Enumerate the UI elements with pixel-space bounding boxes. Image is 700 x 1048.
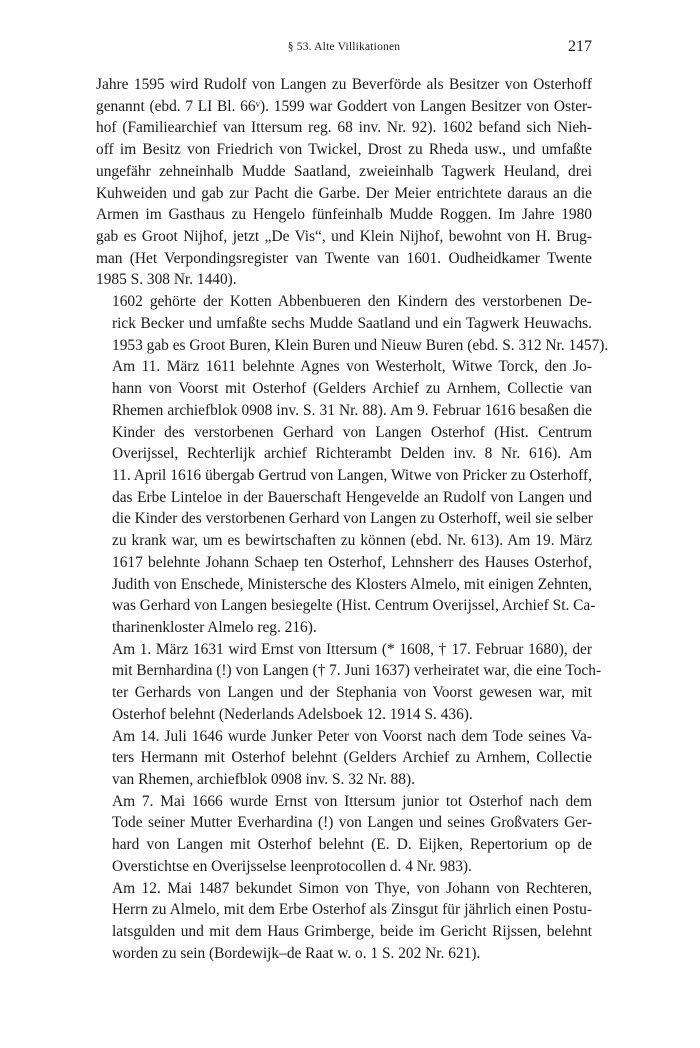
text-line: latsgulden und mit dem Haus Grimberge, beide im Gericht Rijssen, belehnt [112,923,592,941]
text-line: Armen im Gasthaus zu Hengelo fünfeinhalb Mudde Roggen. Im Jahre 1980 [96,206,592,224]
text-line: Overijssel, Rechterlijk archief Richterambt Delden inv. 8 Nr. 616). Am [112,445,592,463]
text-line: hard von Langen mit Osterhof belehnt (E. D. Eijken, Repertorium op de [112,836,592,854]
text-line: off im Besitz von Friedrich von Twickel, Drost zu Rheda usw., und umfaßte [96,141,592,159]
text-line: rick Becker und umfaßte sechs Mudde Saatland und ein Tagwerk Heuwachs. [112,314,592,332]
text-line: Am 7. Mai 1666 wurde Ernst von Ittersum junior tot Osterhof nach dem [112,792,592,810]
text-line: Osterhof belehnt (Nederlands Adelsboek 12. 1914 S. 436). [112,705,473,723]
text-line: was Gerhard von Langen besiegelte (Hist. Centrum Overijssel, Archief St. Ca- [112,597,596,615]
text-line: ters Hermann mit Osterhof belehnt (Gelders Archief zu Arnhem, Collectie [112,749,592,767]
paragraph [96,356,596,638]
text-line: 11. April 1616 übergab Gertrud von Langen, Witwe von Pricker zu Osterhoff, [112,466,592,484]
text-line: hof (Familiearchief van Ittersum reg. 68 inv. Nr. 92). 1602 befand sich Nieh- [96,119,592,137]
text-line: van Rhemen, archiefblok 0908 inv. S. 32 Nr. 88). [112,771,415,788]
page-header [96,38,592,60]
text-line: Am 12. Mai 1487 bekundet Simon von Thye, von Johann von Rechteren, [112,879,592,897]
text-line: tharinenkloster Almelo reg. 216). [112,618,317,636]
text-line: genannt (ebd. 7 LI Bl. 66ᵛ). 1599 war Goddert von Langen Besitzer von Oster- [96,97,592,115]
text-line: das Erbe Linteloe in der Bauerschaft Hengevelde an Rudolf von Langen und [112,488,592,506]
text-line: 1617 belehnte Johann Schaep ten Osterhof, Lehnsherr des Hauses Osterhof, [112,553,592,571]
text-line: Am 1. März 1631 wird Ernst von Ittersum (* 1608, † 17. Februar 1680), der [112,640,592,658]
text-line: Am 14. Juli 1646 wurde Junker Peter von Voorst nach dem Tode seines Va- [112,727,592,745]
text-line: zu krank war, um es bewirtschaften zu können (ebd. Nr. 613). Am 19. März [112,532,592,550]
text-line: Herrn zu Almelo, mit dem Erbe Osterhof als Zinsgut für jährlich einen Postu- [112,901,592,919]
text-line: worden zu sein (Bordewijk–de Raat w. o. 1 S. 202 Nr. 621). [112,944,481,962]
text-line: ungefähr zehneinhalb Mudde Saatland, zweieinhalb Tagwerk Heuland, drei [96,162,592,180]
text-line: Am 11. März 1611 belehnte Agnes von Westerholt, Witwe Torck, den Jo- [112,358,592,376]
text-line: die Kinder des verstorbenen Gerhard von Langen zu Osterhoff, weil sie selber [112,510,593,528]
text-line: mit Bernhardina (!) von Langen († 7. Juni 1637) verheiratet war, die eine Toch- [112,662,602,680]
body-text [96,74,609,964]
text-line: Kinder des verstorbenen Gerhard von Langen Osterhof (Hist. Centrum [112,423,592,441]
paragraph [96,291,609,356]
page-number: 217 [568,38,592,55]
text-line: Tode seiner Mutter Everhardina (!) von Langen und seines Großvaters Ger- [112,814,592,832]
text-line: Kuhweiden und gab zur Pacht die Garbe. Der Meier entrichtete daraus an die [96,184,592,202]
text-line: ter Gerhards von Langen und der Stephania von Voorst gewesen war, mit [112,684,592,702]
text-line: gab es Groot Nijhof, jetzt „De Vis“, und Klein Nijhof, bewohnt von H. Brug- [96,228,592,246]
text-line: man (Het Verpondingsregister van Twente van 1601. Oudheidkamer Twente [96,249,592,267]
paragraph [96,74,592,291]
paragraph [96,791,592,878]
text-line: Rhemen archiefblok 0908 inv. S. 31 Nr. 88). Am 9. Februar 1616 besaßen die [112,401,592,419]
text-line: 1953 gab es Groot Buren, Klein Buren und Nieuw Buren (ebd. S. 312 Nr. 1457). [112,336,609,354]
text-line: hann von Voorst mit Osterhof (Gelders Archief zu Arnhem, Collectie van [112,380,592,398]
running-head: § 53. Alte Villikationen [287,41,401,53]
paragraph [96,878,592,965]
text-line: 1985 S. 308 Nr. 1440). [96,271,237,289]
paragraph [96,726,592,791]
text-line: Judith von Enschede, Ministersche des Klosters Almelo, mit einigen Zehnten, [112,575,592,593]
text-line: Jahre 1595 wird Rudolf von Langen zu Beverförde als Besitzer von Osterhoff [96,76,592,93]
text-line: Overstichtse en Overijsselse leenprotocollen d. 4 Nr. 983). [112,857,472,875]
paragraph [96,639,602,726]
text-line: 1602 gehörte der Kotten Abbenbueren den Kindern des verstorbenen De- [112,293,592,311]
